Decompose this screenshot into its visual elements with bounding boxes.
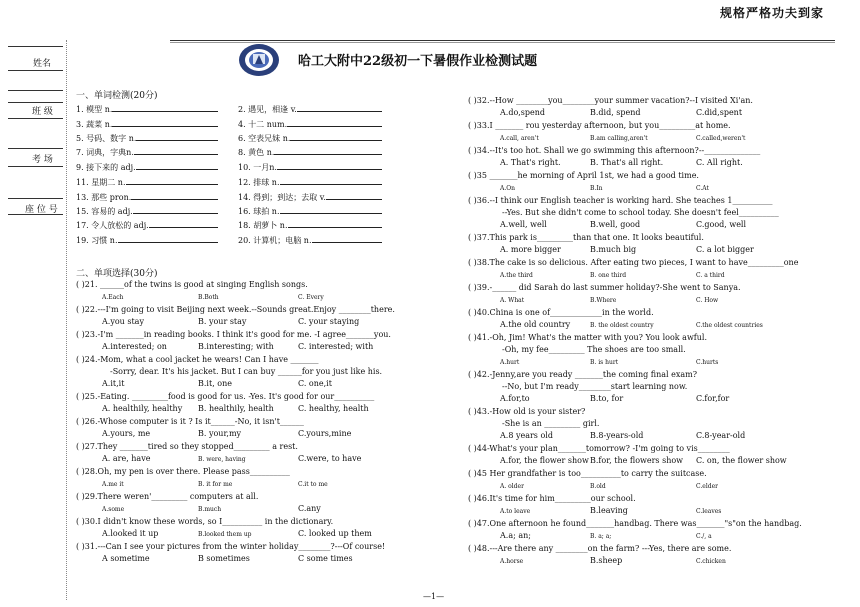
option-37-b[interactable]: B.much big xyxy=(590,245,637,254)
option-29-c[interactable]: C.any xyxy=(298,504,321,513)
option-39-b[interactable]: B.Where xyxy=(590,297,617,304)
option-27-b[interactable]: B. were, having xyxy=(198,456,246,463)
option-46-a[interactable]: A.to leave xyxy=(500,508,531,515)
class-rule-top xyxy=(8,90,63,91)
answer-blank[interactable] xyxy=(131,190,218,200)
answer-blank[interactable] xyxy=(290,131,382,141)
option-28-b[interactable]: B. it for me xyxy=(198,481,233,488)
question-44: ( )44-What's your plan_______tomorrow? -I'm going to vis________ xyxy=(468,444,730,453)
question-26: ( )26.-Whose computer is it ? Is it______-No, it isn't______ xyxy=(76,417,304,426)
vocab-item xyxy=(76,145,218,158)
answer-blank[interactable] xyxy=(134,145,218,155)
vocab-prompt: 19. 习惯 n. xyxy=(76,236,118,245)
option-30-b[interactable]: B.looked them up xyxy=(198,531,252,538)
question-45: ( )45 Her grandfather is too__________to carry the suitcase. xyxy=(468,469,707,478)
option-21-a[interactable]: A.Each xyxy=(102,294,124,301)
option-28-c[interactable]: C.it to me xyxy=(298,481,328,488)
answer-blank[interactable] xyxy=(274,145,382,155)
vocab-prompt: 12. 排球 n. xyxy=(238,178,280,187)
vocab-prompt: 16. 球拍 n. xyxy=(238,207,280,216)
option-27-c[interactable]: C.were, to have xyxy=(298,454,362,463)
motto: 规格严格功夫到家 xyxy=(720,6,825,20)
vocab-item xyxy=(76,190,218,203)
answer-blank[interactable] xyxy=(149,218,218,228)
option-32-c[interactable]: C.did,spent xyxy=(696,108,743,117)
vocab-prompt: 6. 空表兄妹 n. xyxy=(238,134,291,143)
question-47: ( )47.One afternoon he found_______handbag. There was_______"s"on the handbag. xyxy=(468,519,802,528)
option-43-b[interactable]: B.8-years-old xyxy=(590,431,644,440)
vocab-item xyxy=(238,218,382,231)
option-42-c[interactable]: C.for,for xyxy=(696,394,730,403)
option-43-a[interactable]: A.8 years old xyxy=(500,431,553,440)
vocab-item xyxy=(238,160,382,173)
option-38-b[interactable]: B. one third xyxy=(590,272,627,279)
option-22-b[interactable]: B. your stay xyxy=(198,317,247,326)
option-38-a[interactable]: A.the third xyxy=(500,272,533,279)
option-23-b[interactable]: B.interesting; with xyxy=(198,342,274,351)
answer-blank[interactable] xyxy=(287,117,382,127)
option-28-a[interactable]: A.me it xyxy=(102,481,124,488)
option-31-b[interactable]: B sometimes xyxy=(198,554,250,563)
answer-blank[interactable] xyxy=(112,117,218,127)
vocab-prompt: 15. 容易的 adj. xyxy=(76,207,133,216)
option-37-a[interactable]: A. more bigger xyxy=(500,245,561,254)
option-34-c[interactable]: C. All right. xyxy=(696,158,743,167)
answer-blank[interactable] xyxy=(126,175,218,185)
option-22-c[interactable]: C. your staying xyxy=(298,317,360,326)
vocab-item xyxy=(76,218,218,231)
answer-blank[interactable] xyxy=(112,102,218,112)
option-39-c[interactable]: C. How xyxy=(696,297,719,304)
name-label: 姓名 xyxy=(33,59,52,69)
option-47-c[interactable]: C./, a xyxy=(696,533,712,540)
vocab-prompt: 10. 一月n. xyxy=(238,163,277,172)
answer-blank[interactable] xyxy=(280,204,382,214)
question-42-reply: --No, but I'm ready________start learning now. xyxy=(502,382,688,391)
vocab-prompt: 13. 那些 pron. xyxy=(76,193,132,202)
question-21: ( )21. ______of the twins is good at singing English songs. xyxy=(76,280,308,289)
option-29-a[interactable]: A.some xyxy=(102,506,125,513)
option-40-a[interactable]: A.the old country xyxy=(500,320,571,329)
seat-label: 座 位 号 xyxy=(25,205,58,215)
option-48-a[interactable]: A.horse xyxy=(500,558,524,565)
seat-field[interactable] xyxy=(8,214,63,215)
vocab-item xyxy=(76,102,218,115)
option-26-a[interactable]: A.yours, me xyxy=(102,429,151,438)
vocab-item xyxy=(76,204,218,217)
name-rule xyxy=(8,46,63,47)
question-24-reply: -Sorry, dear. It's his jacket. But I can buy ______for you just like his. xyxy=(110,367,383,376)
answer-blank[interactable] xyxy=(136,160,218,170)
page-number: —1— xyxy=(423,592,445,601)
class-rule xyxy=(8,102,63,103)
question-48: ( )48.---Are there any ________on the farm? ---Yes, there are some. xyxy=(468,544,732,553)
question-41-reply: -Oh, my fee_________ The shoes are too small. xyxy=(502,345,686,354)
question-33: ( )33.I _______ rou yesterday afternoon, but you_________at home. xyxy=(468,121,731,130)
vocab-item xyxy=(238,190,382,203)
name-field[interactable] xyxy=(8,70,63,71)
answer-blank[interactable] xyxy=(312,233,382,243)
question-25: ( )25.-Eating. _________food is good for us. -Yes. It's good for our__________ xyxy=(76,392,375,401)
question-41: ( )41.-Oh, Jim! What's the matter with you? You look awful. xyxy=(468,333,708,342)
option-24-a[interactable]: A.it,it xyxy=(102,379,125,388)
vocab-item xyxy=(76,131,218,144)
question-31: ( )31.---Can I see your pictures from the winter holiday________?---Of course! xyxy=(76,542,386,551)
option-38-c[interactable]: C. a third xyxy=(696,272,725,279)
question-24: ( )24.-Mom, what a cool jacket he wears! Can I have _______ xyxy=(76,355,319,364)
option-46-c[interactable]: C.leaves xyxy=(696,508,722,515)
option-29-b[interactable]: B.much xyxy=(198,506,222,513)
vocab-item xyxy=(238,102,382,115)
vocab-prompt: 2. 遇见，相逢 v. xyxy=(238,105,297,114)
option-32-b[interactable]: B.did, spend xyxy=(590,108,641,117)
question-35: ( )35 _______he morning of April 1st, we had a good time. xyxy=(468,171,699,180)
option-21-c[interactable]: C. Every xyxy=(298,294,324,301)
answer-blank[interactable] xyxy=(288,218,382,228)
vocab-item xyxy=(76,117,218,130)
answer-blank[interactable] xyxy=(277,160,382,170)
option-36-a[interactable]: A.well, well xyxy=(500,220,547,229)
option-35-a[interactable]: A.On xyxy=(500,185,516,192)
vocab-prompt: 4. 十二 num. xyxy=(238,120,288,129)
option-47-a[interactable]: A.a; an; xyxy=(500,531,531,540)
option-40-c[interactable]: C.the oldest countries xyxy=(696,322,763,329)
class-label: 班 级 xyxy=(32,107,53,117)
answer-blank[interactable] xyxy=(280,175,382,185)
option-37-c[interactable]: C. a lot bigger xyxy=(696,245,754,254)
vocab-prompt: 20. 计算机；电脑 n. xyxy=(238,236,312,245)
vocab-prompt: 18. 胡萝卜 n. xyxy=(238,221,288,230)
question-43-reply: -She is an _________ girl. xyxy=(502,419,600,428)
question-38: ( )38.The cake is so delicious. After eating two pieces, I want to have_________one xyxy=(468,258,799,267)
question-36-reply: --Yes. But she didn't come to school today. She doesn't feel__________ xyxy=(502,208,779,217)
answer-blank[interactable] xyxy=(133,204,218,214)
question-28: ( )28.Oh, my pen is over there. Please pass__________ xyxy=(76,467,290,476)
exam-room-field[interactable] xyxy=(8,166,63,167)
option-42-b[interactable]: B.to, for xyxy=(590,394,624,403)
vocab-item xyxy=(238,131,382,144)
option-31-c[interactable]: C some times xyxy=(298,554,353,563)
vocab-prompt: 3. 蔬菜 n. xyxy=(76,120,113,129)
option-41-a[interactable]: A.hurt xyxy=(500,359,520,366)
class-field[interactable] xyxy=(8,118,63,119)
vocab-prompt: 1. 模型 n. xyxy=(76,105,113,114)
option-45-a[interactable]: A. older xyxy=(500,483,524,490)
option-22-a[interactable]: A.you stay xyxy=(102,317,144,326)
option-41-c[interactable]: C.hurts xyxy=(696,359,719,366)
option-32-a[interactable]: A.do,spend xyxy=(500,108,546,117)
option-47-b[interactable]: B. a; a; xyxy=(590,533,612,540)
option-44-a[interactable]: A.for, the flower show xyxy=(500,456,589,465)
option-48-c[interactable]: C.chicken xyxy=(696,558,726,565)
question-39: ( )39.-______ did Sarah do last summer holiday?-She went to Sanya. xyxy=(468,283,741,292)
vocab-item xyxy=(238,117,382,130)
question-40: ( )40.China is one of_____________in the world. xyxy=(468,308,654,317)
vocab-item xyxy=(76,160,218,173)
vocab-prompt: 5. 号码、数字 n. xyxy=(76,134,137,143)
option-23-a[interactable]: A.interested; on xyxy=(102,342,167,351)
option-30-c[interactable]: C. looked up them xyxy=(298,529,372,538)
option-48-b[interactable]: B.sheep xyxy=(590,556,623,565)
option-24-c[interactable]: C. one,it xyxy=(298,379,332,388)
option-36-b[interactable]: B.well, good xyxy=(590,220,641,229)
header-rule xyxy=(170,40,835,41)
option-26-c[interactable]: C.yours,mine xyxy=(298,429,352,438)
answer-blank[interactable] xyxy=(297,102,382,112)
vocab-item xyxy=(76,175,218,188)
option-33-c[interactable]: C.called,weren't xyxy=(696,135,746,142)
exam-room-rule xyxy=(8,148,63,149)
answer-blank[interactable] xyxy=(326,190,382,200)
option-44-b[interactable]: B.for, the flowers show xyxy=(590,456,684,465)
vocab-prompt: 11. 星期二 n. xyxy=(76,178,126,187)
option-34-a[interactable]: A. That's right. xyxy=(500,158,561,167)
answer-blank[interactable] xyxy=(136,131,218,141)
option-33-b[interactable]: B.am calling,aren't xyxy=(590,135,648,142)
option-35-b[interactable]: B.In xyxy=(590,185,603,192)
question-34: ( )34.--It's too hot. Shall we go swimming this afternoon?--______________ xyxy=(468,146,761,155)
option-23-c[interactable]: C. interested; with xyxy=(298,342,374,351)
option-31-a[interactable]: A sometime xyxy=(102,554,150,563)
option-39-a[interactable]: A. What xyxy=(500,297,525,304)
section-choice-title: 二、单项选择(30分) xyxy=(76,269,158,279)
vocab-item xyxy=(238,145,382,158)
question-23: ( )23.-I'm _______in reading books. I think it's good for me. -I agree_______you. xyxy=(76,330,391,339)
vocab-item xyxy=(238,233,382,246)
question-37: ( )37.This park is_________than that one. It looks beautiful. xyxy=(468,233,704,242)
answer-blank[interactable] xyxy=(118,233,218,243)
exam-room-label: 考 场 xyxy=(32,155,53,165)
option-33-a[interactable]: A.call, aren't xyxy=(500,135,539,142)
option-45-b[interactable]: B.old xyxy=(590,483,606,490)
vocab-prompt: 8. 黄色 n. xyxy=(238,148,275,157)
school-logo-icon xyxy=(234,42,284,78)
question-22: ( )22.---I'm going to visit Beijing next week.--Sounds great.Enjoy ________there. xyxy=(76,305,395,314)
option-34-b[interactable]: B. That's all right. xyxy=(590,158,664,167)
question-30: ( )30.I didn't know these words, so I__________ in the dictionary. xyxy=(76,517,334,526)
question-36: ( )36.--I think our English teacher is working hard. She teaches 1__________ xyxy=(468,196,773,205)
option-26-b[interactable]: B. your,my xyxy=(198,429,242,438)
option-40-b[interactable]: B. the oldest country xyxy=(590,322,654,329)
vocab-prompt: 7. 词典，字典n. xyxy=(76,148,134,157)
option-21-b[interactable]: B.Both xyxy=(198,294,219,301)
seat-rule xyxy=(8,198,63,199)
vocab-prompt: 9. 接下来的 adj. xyxy=(76,163,136,172)
option-25-b[interactable]: B. healthily, health xyxy=(198,404,274,413)
option-44-c[interactable]: C. on, the flower show xyxy=(696,456,787,465)
option-43-c[interactable]: C.8-year-old xyxy=(696,431,746,440)
question-42: ( )42.-Jenny,are you ready _______the coming final exam? xyxy=(468,370,698,379)
section-vocab-title: 一、单词检测(20分) xyxy=(76,91,158,101)
option-24-b[interactable]: B.it, one xyxy=(198,379,232,388)
question-27: ( )27.They _______tired so they stopped_________ a rest. xyxy=(76,442,298,451)
exam-title: 哈工大附中22级初一下暑假作业检测试题 xyxy=(298,54,538,69)
vocab-item xyxy=(238,175,382,188)
question-29: ( )29.There weren'_________ computers at all. xyxy=(76,492,259,501)
vocab-prompt: 14. 得到；到达；去取 v. xyxy=(238,193,326,202)
question-32: ( )32.--How ________you________your summer vacation?--I visited Xi'an. xyxy=(468,96,753,105)
option-25-c[interactable]: C. healthy, health xyxy=(298,404,369,413)
binding-line xyxy=(66,40,67,600)
option-25-a[interactable]: A. healthily, healthy xyxy=(102,404,183,413)
option-46-b[interactable]: B.leaving xyxy=(590,506,628,515)
vocab-item xyxy=(76,233,218,246)
option-42-a[interactable]: A.for,to xyxy=(500,394,530,403)
option-36-c[interactable]: C.good, well xyxy=(696,220,747,229)
option-27-a[interactable]: A. are, have xyxy=(102,454,151,463)
question-46: ( )46.It's time for him_________our school. xyxy=(468,494,636,503)
question-43: ( )43.-How old is your sister? xyxy=(468,407,586,416)
vocab-prompt: 17. 令人放松的 adj. xyxy=(76,221,149,230)
option-30-a[interactable]: A.looked it up xyxy=(102,529,159,538)
vocab-item xyxy=(238,204,382,217)
option-35-c[interactable]: C.At xyxy=(696,185,709,192)
option-45-c[interactable]: C.elder xyxy=(696,483,719,490)
option-41-b[interactable]: B. is hurt xyxy=(590,359,619,366)
